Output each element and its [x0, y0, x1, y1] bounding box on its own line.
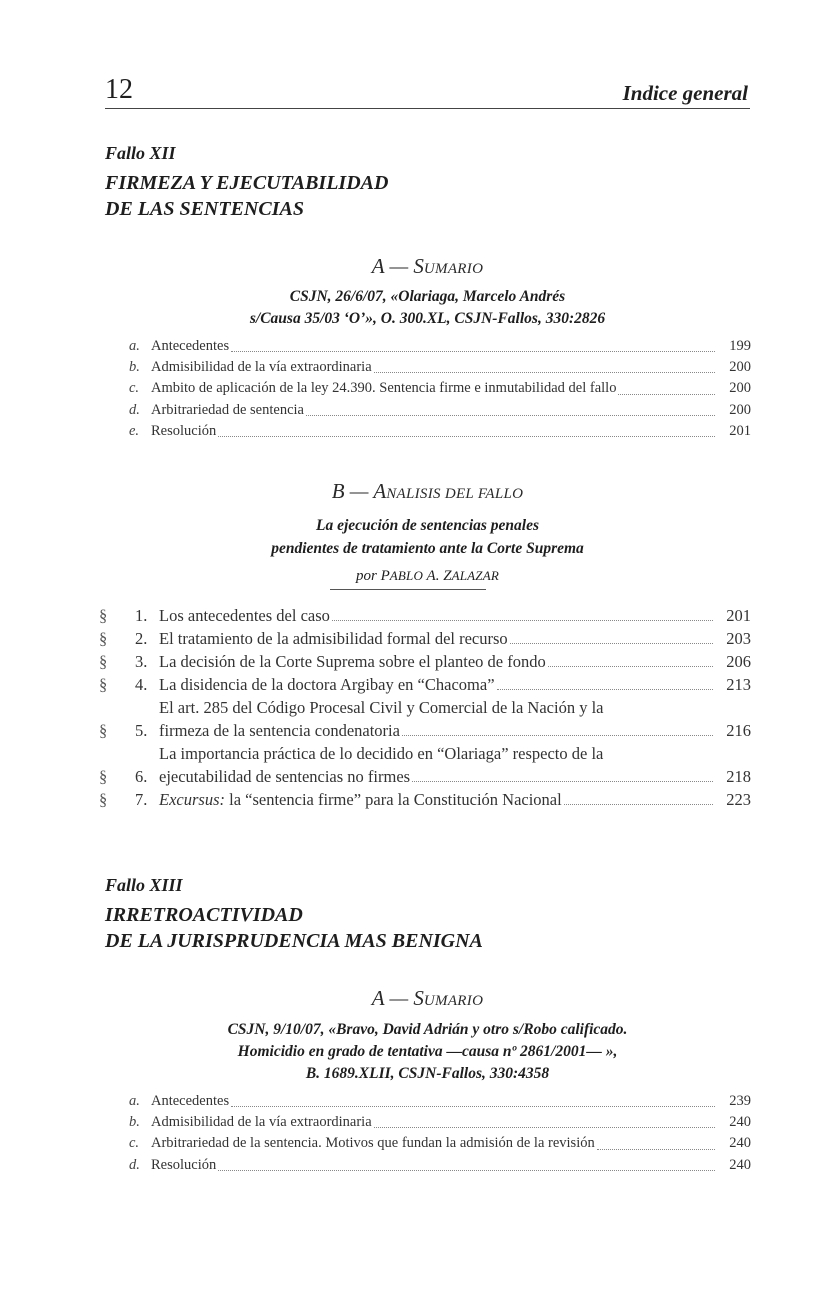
toc-entry-page: 240 [729, 1135, 751, 1152]
section-title: ejecutabilidad de sentencias no firmes [159, 767, 411, 786]
toc-entry-label: Resolución [151, 422, 217, 439]
fallo-xii-case-line1: CSJN, 26/6/07, «Olariaga, Marcelo Andrés [289, 288, 566, 305]
toc-dot-leader [510, 643, 713, 644]
toc-entry[interactable] [129, 400, 751, 421]
section-number: 7. [135, 790, 148, 809]
section-entry[interactable] [99, 627, 751, 650]
toc-entry-label: Antecedentes [151, 337, 230, 354]
sumario-prefix: A — S [371, 254, 424, 278]
section-page: 201 [726, 606, 751, 625]
section-symbol: § [99, 629, 108, 648]
toc-entry-page: 201 [729, 422, 751, 439]
toc-entry-label: Arbitrariedad de la sentencia. Motivos que fundan la admisión de la revisión [151, 1135, 595, 1152]
section-symbol: § [99, 652, 108, 671]
toc-dot-leader [548, 666, 713, 667]
section-page: 203 [726, 629, 751, 648]
toc-entry-label: Resolución [151, 1156, 217, 1173]
toc-entry-letter: a. [129, 337, 140, 354]
section-body [159, 604, 751, 627]
section-entry[interactable] [99, 673, 751, 696]
toc-entry[interactable] [129, 1091, 751, 1112]
section-entry[interactable] [99, 696, 751, 742]
section-body [159, 788, 751, 811]
fallo-xiii-title-line1: IRRETROACTIVIDAD [105, 904, 303, 926]
section-entry[interactable] [99, 650, 751, 673]
toc-entry-page: 200 [729, 359, 751, 376]
author-p: P [380, 568, 390, 584]
section-title: Los antecedentes del caso [159, 606, 330, 625]
fallo-xii-analisis-sections [99, 604, 751, 811]
toc-entry-letter: d. [129, 1156, 140, 1173]
toc-dot-leader [306, 415, 715, 416]
section-line [159, 788, 751, 811]
toc-entry-letter: a. [129, 1092, 140, 1109]
section-number: 4. [135, 675, 148, 694]
fallo-xiii-title-line2: DE LA JURISPRUDENCIA MAS BENIGNA [105, 930, 483, 952]
section-page: 216 [726, 721, 751, 740]
fallo-xiii-label: Fallo XIII [105, 875, 183, 895]
section-body [159, 650, 751, 673]
fallo-xiii-case-line1: CSJN, 9/10/07, «Bravo, David Adrián y otro s/Robo calificado. [227, 1021, 628, 1038]
toc-dot-leader [374, 372, 715, 373]
section-number: 6. [135, 767, 148, 786]
author-by: por [356, 568, 381, 584]
section-symbol: § [99, 721, 108, 740]
section-line [159, 627, 751, 650]
section-body [159, 673, 751, 696]
section-title: El tratamiento de la admisibilidad formal del recurso [159, 629, 508, 648]
header-rule [105, 108, 750, 109]
fallo-xii-case-line2: s/Causa 35/03 ‘O’», O. 300.XL, CSJN-Fallos, 330:2826 [249, 310, 606, 327]
section-title: El art. 285 del Código Procesal Civil y Comercial de la Nación y la [159, 698, 604, 717]
section-title: La decisión de la Corte Suprema sobre el planteo de fondo [159, 652, 546, 671]
section-title: La disidencia de la doctora Argibay en “Chacoma” [159, 675, 495, 694]
section-symbol: § [99, 675, 108, 694]
toc-entry[interactable] [129, 336, 751, 357]
toc-entry[interactable] [129, 1133, 751, 1154]
analisis-prefix: B — A [331, 479, 387, 503]
toc-entry-letter: c. [129, 380, 140, 397]
toc-entry-letter: b. [129, 1114, 140, 1131]
toc-entry-label: Admisibilidad de la vía extraordinaria [151, 359, 372, 376]
author-last: ALAZAR [451, 568, 499, 583]
section-line [159, 742, 751, 765]
toc-entry-page: 240 [729, 1114, 751, 1131]
section-symbol: § [99, 606, 108, 625]
toc-entry-letter: e. [129, 422, 140, 439]
toc-dot-leader [374, 1127, 715, 1128]
section-line [159, 673, 751, 696]
toc-dot-leader [231, 1106, 715, 1107]
page-number: 12 [105, 74, 133, 105]
toc-entry[interactable] [129, 378, 751, 399]
toc-entry[interactable] [129, 421, 751, 442]
section-body [159, 742, 751, 788]
fallo-xiii-case-line2: Homicidio en grado de tentativa —causa nº 2861/2001— », [237, 1043, 618, 1060]
toc-dot-leader [597, 1149, 715, 1150]
toc-dot-leader [402, 735, 713, 736]
toc-entry-letter: b. [129, 359, 140, 376]
section-line [159, 650, 751, 673]
toc-dot-leader [218, 1170, 715, 1171]
section-title: firmeza de la sentencia condenatoria [159, 721, 400, 740]
toc-entry-page: 200 [729, 401, 751, 418]
section-italic-prefix: Excursus: [159, 790, 225, 809]
toc-entry[interactable] [129, 1112, 751, 1133]
toc-entry-page: 199 [729, 337, 751, 354]
author-rule [330, 589, 486, 590]
sumario-prefix: A — S [371, 986, 424, 1010]
section-number: 3. [135, 652, 148, 671]
running-title: Indice general [622, 81, 748, 105]
section-number: 5. [135, 721, 148, 740]
toc-entry-page: 240 [729, 1156, 751, 1173]
section-number: 2. [135, 629, 148, 648]
fallo-xii-label: Fallo XII [105, 143, 176, 163]
toc-entry-label: Arbitrariedad de sentencia [151, 401, 304, 418]
fallo-xii-analisis-heading [105, 478, 750, 507]
fallo-xiii-case-line3: B. 1689.XLII, CSJN-Fallos, 330:4358 [305, 1065, 550, 1082]
section-body [159, 627, 751, 650]
analisis-smallcaps: NALISIS DEL FALLO [386, 486, 524, 502]
toc-entry-label: Antecedentes [151, 1092, 230, 1109]
section-line [159, 696, 751, 719]
fallo-xii-title-line2: DE LAS SENTENCIAS [105, 198, 304, 220]
toc-entry[interactable] [129, 357, 751, 378]
article-title-line1: La ejecución de sentencias penales [316, 517, 539, 534]
section-page: 206 [726, 652, 751, 671]
toc-entry[interactable] [129, 1155, 751, 1176]
section-entry[interactable] [99, 788, 751, 811]
toc-entry-page: 239 [729, 1092, 751, 1109]
toc-entry-page: 200 [729, 380, 751, 397]
author-initial: A. Z [423, 568, 452, 584]
sumario-smallcaps: UMARIO [423, 261, 484, 277]
section-title: la “sentencia firme” para la Constitución Nacional [224, 790, 562, 809]
author-first: ABLO [389, 568, 424, 583]
section-page: 223 [726, 790, 751, 809]
toc-dot-leader [497, 689, 713, 690]
section-entry[interactable] [99, 742, 751, 788]
sumario-smallcaps: UMARIO [423, 993, 484, 1009]
toc-dot-leader [618, 394, 715, 395]
article-title-line2: pendientes de tratamiento ante la Corte Suprema [271, 540, 584, 557]
fallo-xii-sumario-list [129, 336, 751, 442]
toc-entry-letter: c. [129, 1135, 140, 1152]
section-symbol: § [99, 767, 108, 786]
section-entry[interactable] [99, 604, 751, 627]
fallo-xiii-sumario-list [129, 1091, 751, 1176]
section-page: 213 [726, 675, 751, 694]
toc-dot-leader [564, 804, 713, 805]
section-line [159, 719, 751, 742]
author-line [105, 566, 750, 586]
fallo-xii-sumario-heading [105, 253, 750, 282]
toc-dot-leader [412, 781, 713, 782]
section-line [159, 604, 751, 627]
toc-entry-label: Ambito de aplicación de la ley 24.390. Sentencia firme e inmutabilidad del fallo [151, 380, 617, 397]
section-title: La importancia práctica de lo decidido en “Olariaga” respecto de la [159, 744, 604, 763]
section-body [159, 696, 751, 742]
section-number: 1. [135, 606, 148, 625]
fallo-xiii-sumario-heading [105, 985, 750, 1014]
toc-dot-leader [218, 436, 715, 437]
fallo-xii-title-line1: FIRMEZA Y EJECUTABILIDAD [105, 172, 389, 194]
toc-dot-leader [332, 620, 713, 621]
section-symbol: § [99, 790, 108, 809]
section-page: 218 [726, 767, 751, 786]
section-line [159, 765, 751, 788]
toc-entry-label: Admisibilidad de la vía extraordinaria [151, 1114, 372, 1131]
toc-dot-leader [231, 351, 715, 352]
toc-entry-letter: d. [129, 401, 140, 418]
